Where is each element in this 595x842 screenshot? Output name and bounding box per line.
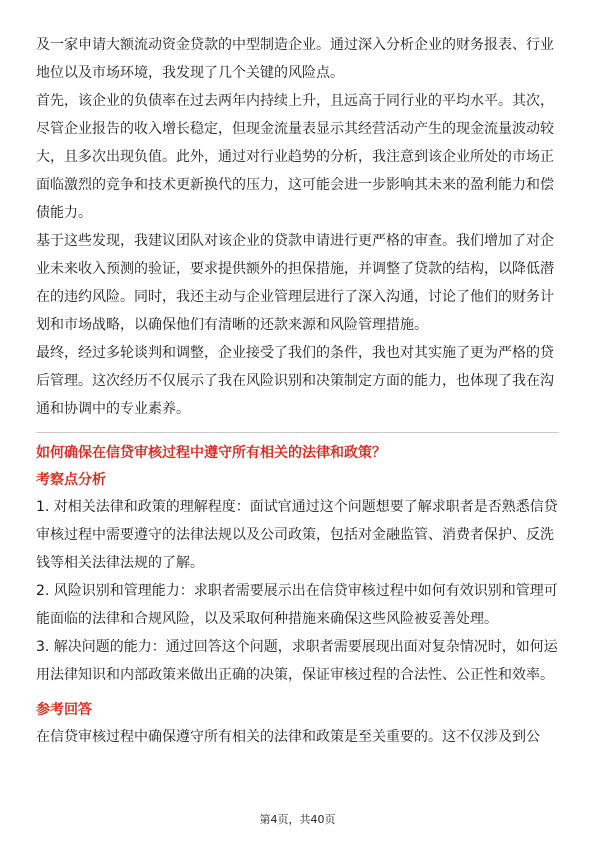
analysis-heading: 考察点分析 <box>36 472 106 488</box>
paragraph-result: 最终，经过多轮谈判和调整，企业接受了我们的条件，我也对其实施了更为严格的贷后管理。这次经历不仅展示了我在风险识别和决策制定方面的能力，也体现了我在沟通和协调中的专业素养。 <box>36 345 554 417</box>
page-content <box>36 31 559 751</box>
analysis-item-2: 2. 风险识别和管理能力：求职者需要展示出在信贷审核过程中如何有效识别和管理可能面临的法律和合规风险，以及采取何种措施来确保这些风险被妥善处理。 <box>36 583 558 627</box>
reference-answer-text: 在信贷审核过程中确保遵守所有相关的法律和政策是至关重要的。这不仅涉及到公 <box>36 729 540 745</box>
analysis-item-3: 3. 解决问题的能力：通过回答这个问题，求职者需要展现出面对复杂情况时，如何运用法律知识和内部政策来做出正确的决策，保证审核过程的合法性、公正性和效率。 <box>36 639 558 683</box>
question-heading: 如何确保在信贷审核过程中遵守所有相关的法律和政策？ <box>36 445 386 461</box>
paragraph-risk-points: 首先，该企业的负债率在过去两年内持续上升，且远高于同行业的平均水平。其次，尽管企业报告的收入增长稳定，但现金流量表显示其经营活动产生的现金流量波动较大，且多次出现负值。此外，通过对行业趋势的分析，我注意到该企业所处的市场正面临激烈的竞争和技术更新换代的压力，这可能会进一步影响其未来的盈利能力和偿债能力。 <box>36 93 554 221</box>
analysis-item-1: 1. 对相关法律和政策的理解程度：面试官通过这个问题想要了解求职者是否熟悉信贷审核过程中需要遵守的法律法规以及公司政策，包括对金融监管、消费者保护、反洗钱等相关法律法规的了解。 <box>36 499 558 571</box>
reference-heading: 参考回答 <box>36 702 92 718</box>
section-divider <box>36 432 559 433</box>
paragraph-actions: 基于这些发现，我建议团队对该企业的贷款申请进行更严格的审查。我们增加了对企业未来收入预测的验证，要求提供额外的担保措施，并调整了贷款的结构，以降低潜在的违约风险。同时，我还主动与企业管理层进行了深入沟通，讨论了他们的财务计划和市场战略，以确保他们有清晰的还款来源和风险管理措施。 <box>36 233 554 333</box>
paragraph-intro: 及一家申请大额流动资金贷款的中型制造企业。通过深入分析企业的财务报表、行业地位以及市场环境，我发现了几个关键的风险点。 <box>36 37 554 81</box>
page-number-footer: 第4页，共40页 <box>259 813 336 826</box>
